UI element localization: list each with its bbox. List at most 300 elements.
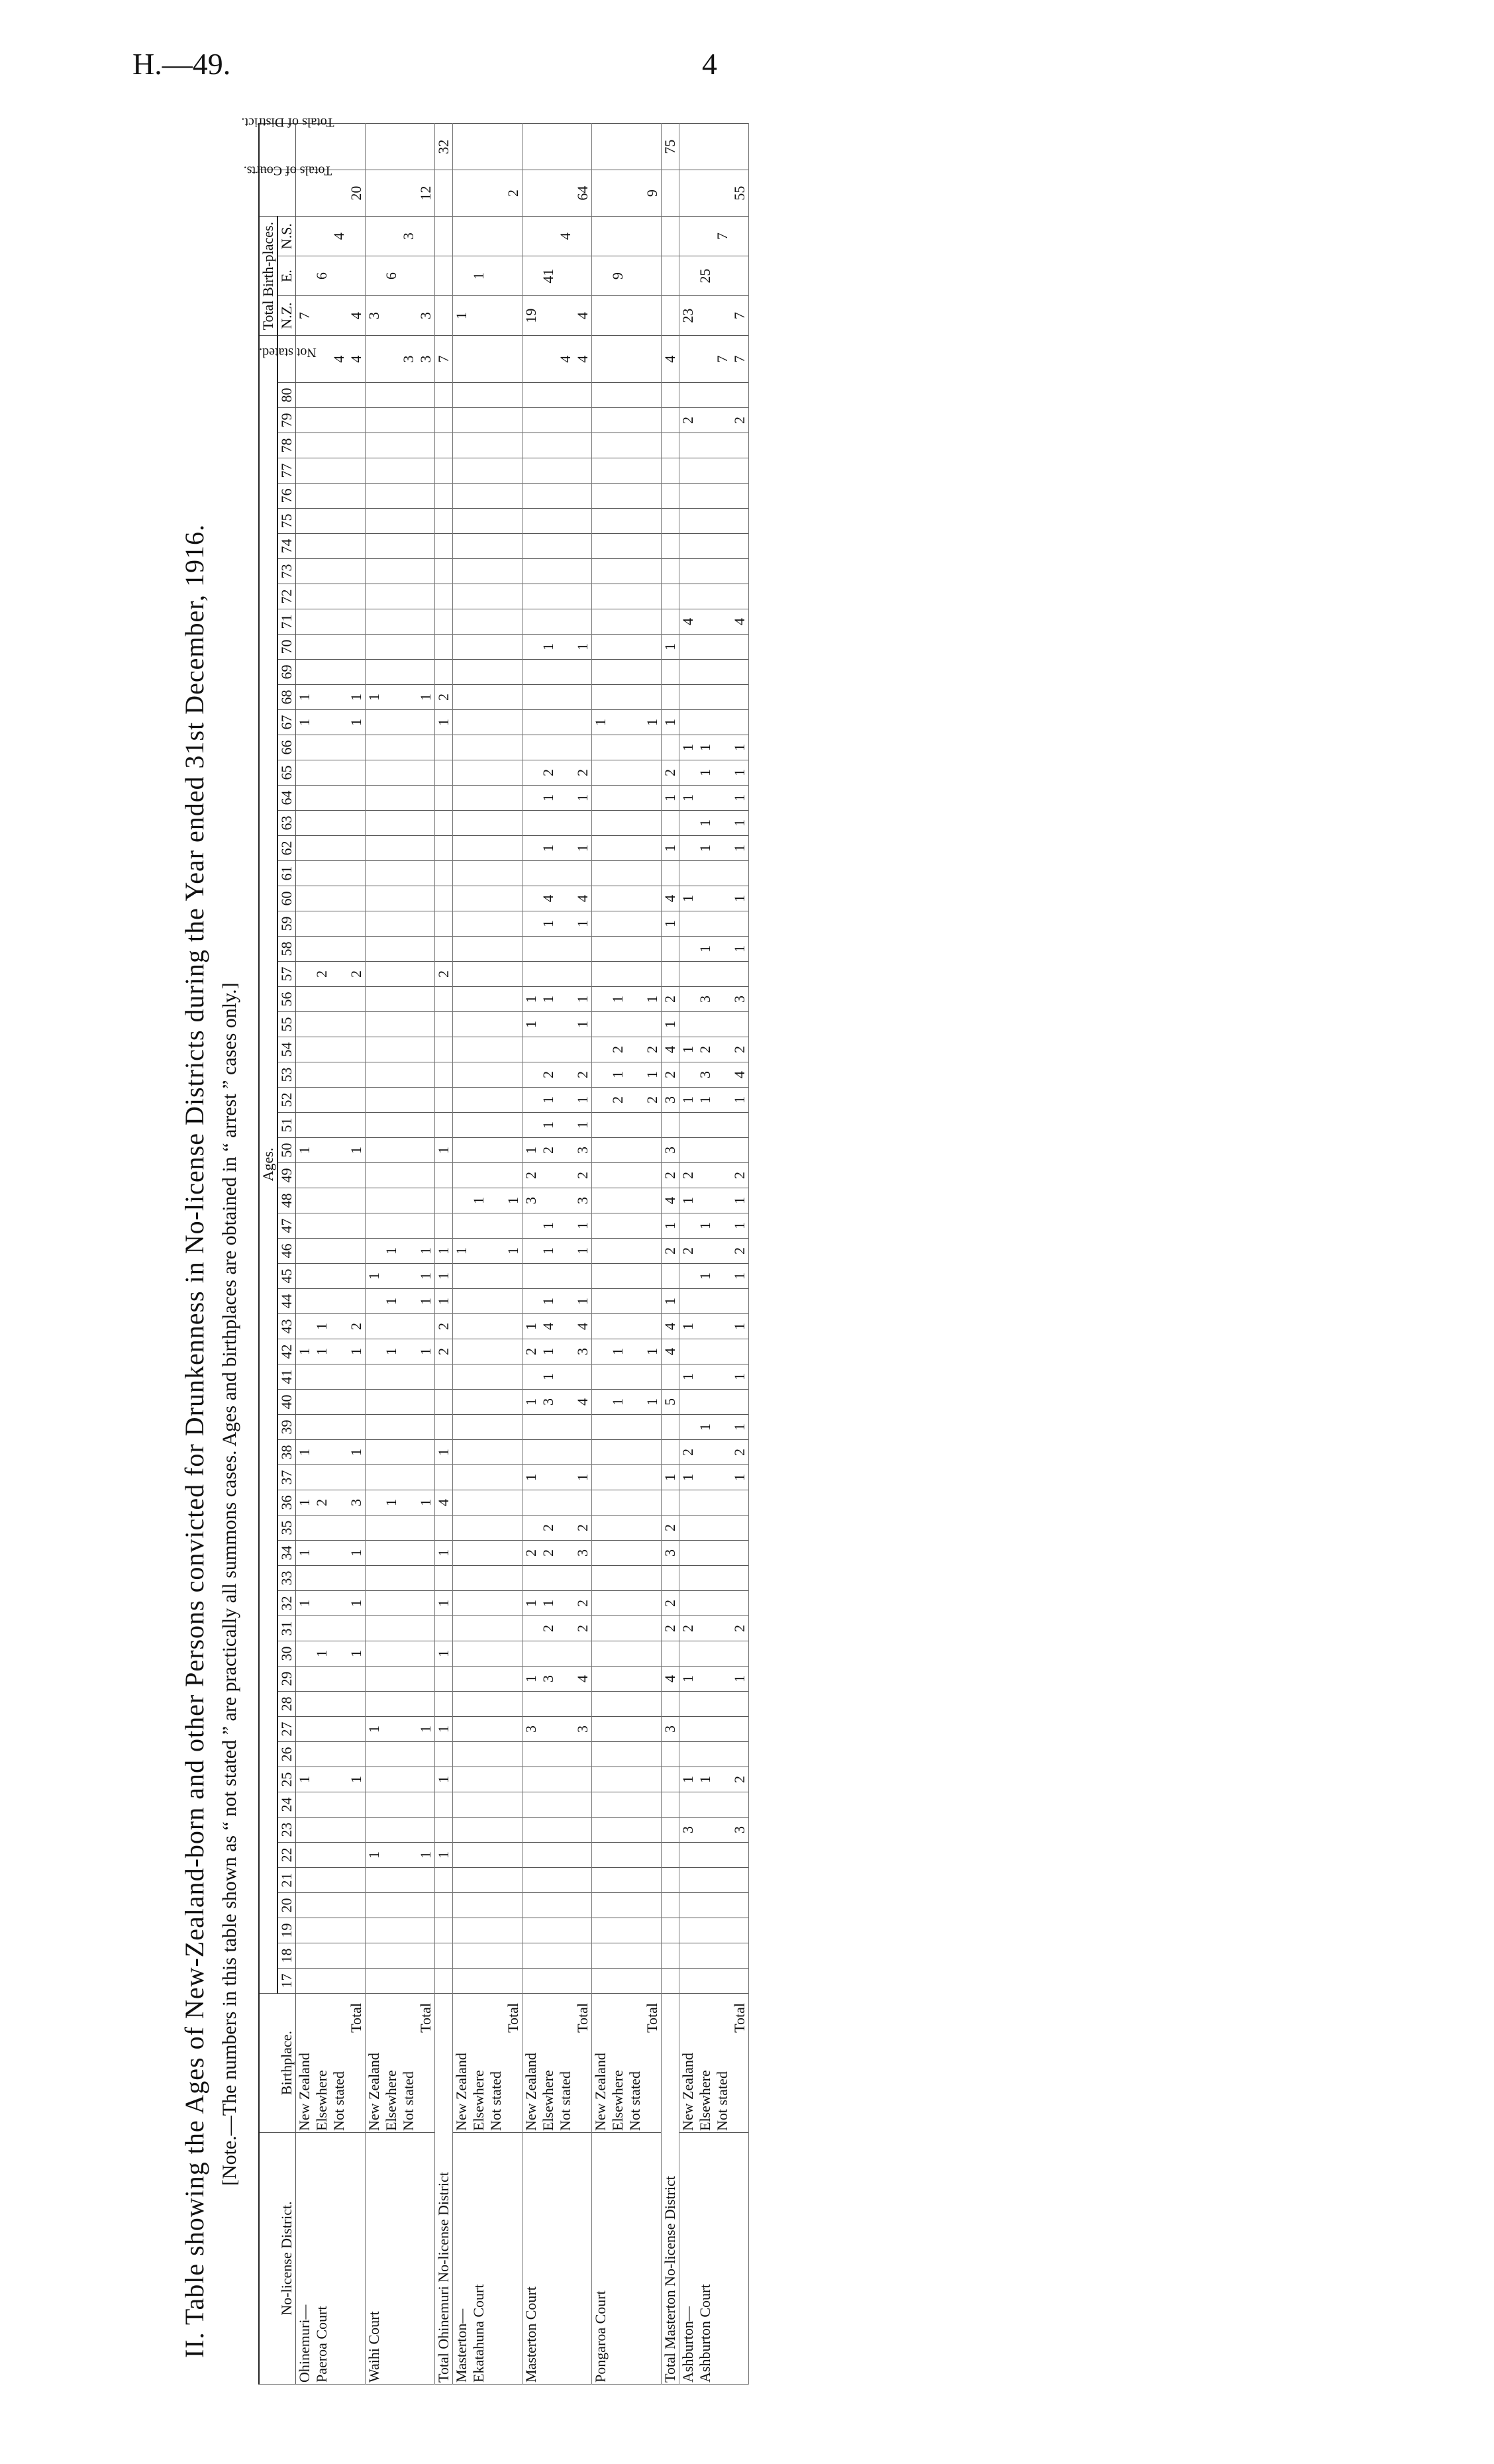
- age-cell: [592, 1138, 610, 1163]
- age-cell: [731, 383, 749, 408]
- age-cell: [313, 735, 330, 760]
- age-cell: [714, 1641, 731, 1667]
- table-row: [505, 124, 523, 2385]
- age-cell: [609, 1289, 626, 1314]
- age-cell: [574, 1893, 592, 1918]
- age-cell: [592, 1113, 610, 1138]
- birthplace-cell: Not stated: [714, 1994, 731, 2133]
- age-cell: [626, 484, 644, 509]
- age-cell: [296, 987, 314, 1012]
- nz-cell: [470, 296, 487, 336]
- e-cell: [557, 256, 574, 296]
- age-cell: [609, 1264, 626, 1289]
- nz-cell: [609, 296, 626, 336]
- nz-cell: [557, 296, 574, 336]
- age-cell: [574, 383, 592, 408]
- age-cell: [330, 1943, 348, 1969]
- age-cell: 1: [679, 1465, 697, 1490]
- age-cell: [592, 1012, 610, 1037]
- age-cell: [296, 1113, 314, 1138]
- age-cell: [487, 559, 505, 584]
- age-cell: 1: [540, 635, 557, 660]
- age-cell: [714, 383, 731, 408]
- age-cell: [313, 1566, 330, 1591]
- age-cell: 2: [679, 408, 697, 433]
- age-cell: [644, 1667, 662, 1692]
- age-cell: [313, 1818, 330, 1843]
- age-cell: [470, 609, 487, 635]
- age-cell: [697, 584, 714, 609]
- age-cell: [557, 1239, 574, 1264]
- age-cell: [662, 735, 679, 760]
- age-cell: [540, 937, 557, 962]
- age-cell: [644, 1918, 662, 1943]
- age-cell: [592, 1062, 610, 1088]
- age-cell: [296, 1868, 314, 1893]
- age-cell: [540, 1918, 557, 1943]
- e-cell: 6: [383, 256, 400, 296]
- age-cell: 2: [540, 1541, 557, 1566]
- age-cell: [435, 987, 453, 1012]
- age-cell: [296, 534, 314, 559]
- age-cell: [487, 710, 505, 735]
- age-cell: [330, 1868, 348, 1893]
- age-cell: [487, 433, 505, 458]
- age-cell: [487, 1742, 505, 1767]
- age-cell: [644, 1163, 662, 1188]
- ns-cell: [626, 217, 644, 256]
- age-cell: [714, 1415, 731, 1440]
- age-cell: [644, 962, 662, 987]
- age-cell: [574, 1692, 592, 1717]
- age-cell: [679, 911, 697, 937]
- age-cell: [383, 408, 400, 433]
- age-cell: 1: [679, 1188, 697, 1213]
- age-cell: [505, 1138, 523, 1163]
- age-cell: [453, 1591, 471, 1616]
- age-cell: [557, 1943, 574, 1969]
- nz-cell: 4: [574, 296, 592, 336]
- age-cell: 1: [435, 1641, 453, 1667]
- age-cell: [313, 937, 330, 962]
- birthplace-cell: New Zealand: [523, 1994, 540, 2133]
- age-cell: [400, 1717, 417, 1742]
- age-cell: [574, 1767, 592, 1792]
- age-cell: [487, 1415, 505, 1440]
- age-cell: [731, 1717, 749, 1742]
- age-cell: [731, 1012, 749, 1037]
- age-cell: 1: [453, 1239, 471, 1264]
- age-cell: [731, 1843, 749, 1868]
- age-cell: 1: [348, 1138, 366, 1163]
- age-cell: 1: [366, 1843, 383, 1868]
- age-cell: [417, 1188, 435, 1213]
- age-cell: [662, 1415, 679, 1440]
- age-cell: [679, 534, 697, 559]
- age-cell: [435, 861, 453, 886]
- age-cell: [714, 660, 731, 685]
- age-cell: [697, 710, 714, 735]
- age-cell: [383, 1541, 400, 1566]
- age-cell: 2: [313, 962, 330, 987]
- age-cell: [330, 1289, 348, 1314]
- e-cell: [679, 256, 697, 296]
- age-cell: [400, 1364, 417, 1390]
- age-cell: [679, 484, 697, 509]
- age-cell: [313, 1138, 330, 1163]
- age-cell: [592, 836, 610, 861]
- table-row: [679, 124, 697, 2385]
- age-cell: [453, 1440, 471, 1465]
- age-cell: 1: [366, 1717, 383, 1742]
- age-cell: [383, 534, 400, 559]
- age-col-header: 66: [277, 735, 296, 760]
- age-cell: [313, 861, 330, 886]
- age-cell: 1: [592, 710, 610, 735]
- age-cell: [644, 1792, 662, 1818]
- age-cell: [348, 1012, 366, 1037]
- age-cell: 1: [348, 1591, 366, 1616]
- age-cell: [400, 1440, 417, 1465]
- age-cell: [557, 1818, 574, 1843]
- age-cell: [383, 836, 400, 861]
- age-cell: [470, 458, 487, 484]
- age-cell: [487, 1818, 505, 1843]
- age-cell: [697, 886, 714, 911]
- age-cell: [540, 1692, 557, 1717]
- age-cell: [470, 786, 487, 811]
- age-cell: [366, 911, 383, 937]
- age-col-header: 67: [277, 710, 296, 735]
- age-cell: 2: [662, 1616, 679, 1641]
- col-header-ages: Ages.: [259, 336, 277, 1994]
- age-col-header: 31: [277, 1616, 296, 1641]
- age-cell: [313, 1943, 330, 1969]
- age-cell: [626, 584, 644, 609]
- age-cell: 1: [644, 1339, 662, 1364]
- age-cell: [714, 1541, 731, 1566]
- age-cell: 1: [609, 1339, 626, 1364]
- age-cell: [592, 609, 610, 635]
- district-total-cell: [557, 124, 574, 170]
- age-cell: 4: [679, 609, 697, 635]
- age-cell: [505, 383, 523, 408]
- age-cell: [383, 1943, 400, 1969]
- age-cell: [487, 1490, 505, 1515]
- age-cell: [330, 1969, 348, 1994]
- age-cell: [366, 1969, 383, 1994]
- age-cell: [487, 635, 505, 660]
- age-cell: 4: [731, 609, 749, 635]
- age-cell: 1: [296, 1767, 314, 1792]
- age-cell: 1: [540, 1113, 557, 1138]
- age-cell: 1: [296, 1138, 314, 1163]
- age-cell: [296, 1792, 314, 1818]
- age-cell: [714, 484, 731, 509]
- age-cell: [313, 635, 330, 660]
- age-cell: [714, 710, 731, 735]
- age-cell: [435, 1037, 453, 1062]
- age-cell: [383, 559, 400, 584]
- age-cell: 1: [313, 1641, 330, 1667]
- age-cell: [435, 1792, 453, 1818]
- age-cell: [313, 710, 330, 735]
- age-cell: [714, 987, 731, 1012]
- age-cell: [453, 408, 471, 433]
- age-cell: [505, 408, 523, 433]
- age-cell: [609, 710, 626, 735]
- age-cell: [626, 509, 644, 534]
- age-cell: [540, 1717, 557, 1742]
- age-cell: [435, 484, 453, 509]
- age-cell: [523, 383, 540, 408]
- age-cell: [644, 1465, 662, 1490]
- age-cell: [557, 760, 574, 786]
- age-cell: [383, 1314, 400, 1339]
- age-cell: [313, 836, 330, 861]
- age-col-header: 76: [277, 484, 296, 509]
- age-cell: 1: [662, 836, 679, 861]
- nz-cell: [487, 296, 505, 336]
- age-cell: [417, 836, 435, 861]
- age-cell: [557, 1188, 574, 1213]
- age-cell: [644, 735, 662, 760]
- age-cell: [731, 1742, 749, 1767]
- age-cell: 1: [697, 1415, 714, 1440]
- age-cell: [505, 1415, 523, 1440]
- col-header-birthplace: Birthplace.: [259, 1994, 296, 2133]
- age-cell: [383, 962, 400, 987]
- age-cell: 1: [523, 1012, 540, 1037]
- age-cell: 1: [644, 1062, 662, 1088]
- e-cell: [330, 256, 348, 296]
- age-cell: [592, 1490, 610, 1515]
- age-cell: [609, 937, 626, 962]
- age-cell: [313, 1591, 330, 1616]
- age-cell: [417, 710, 435, 735]
- age-cell: [540, 609, 557, 635]
- age-cell: [400, 484, 417, 509]
- age-cell: [644, 584, 662, 609]
- age-cell: [644, 1868, 662, 1893]
- age-cell: [296, 1314, 314, 1339]
- age-cell: [435, 1213, 453, 1239]
- age-cell: [714, 1843, 731, 1868]
- age-cell: 2: [644, 1037, 662, 1062]
- district-total-cell: [626, 124, 644, 170]
- age-cell: [523, 1062, 540, 1088]
- age-cell: [366, 584, 383, 609]
- ns-cell: [697, 217, 714, 256]
- age-cell: [487, 609, 505, 635]
- age-cell: [714, 1062, 731, 1088]
- age-cell: [505, 1364, 523, 1390]
- age-cell: [383, 1012, 400, 1037]
- age-cell: 4: [662, 1314, 679, 1339]
- age-cell: [400, 1213, 417, 1239]
- age-cell: [557, 1062, 574, 1088]
- age-cell: [435, 1692, 453, 1717]
- age-cell: [330, 1163, 348, 1188]
- age-cell: [540, 1792, 557, 1818]
- age-cell: 1: [574, 1113, 592, 1138]
- age-col-header: 38: [277, 1440, 296, 1465]
- age-cell: [626, 1692, 644, 1717]
- age-cell: [557, 408, 574, 433]
- district-cell: Pongaroa Court: [592, 2133, 610, 2385]
- age-cell: [626, 1918, 644, 1943]
- age-cell: [435, 1818, 453, 1843]
- age-cell: [697, 1490, 714, 1515]
- age-cell: [453, 1641, 471, 1667]
- age-cell: [383, 1893, 400, 1918]
- age-cell: [540, 962, 557, 987]
- age-cell: [662, 1566, 679, 1591]
- age-cell: [470, 1339, 487, 1364]
- age-cell: 1: [348, 1767, 366, 1792]
- age-cell: [609, 1893, 626, 1918]
- age-cell: [574, 484, 592, 509]
- nz-cell: 7: [731, 296, 749, 336]
- age-cell: 4: [662, 886, 679, 911]
- age-cell: [453, 987, 471, 1012]
- age-cell: 1: [731, 836, 749, 861]
- age-cell: [487, 1969, 505, 1994]
- age-cell: [731, 1943, 749, 1969]
- district-cell: Paeroa Court: [313, 2133, 330, 2385]
- age-cell: [453, 1213, 471, 1239]
- nz-cell: [626, 296, 644, 336]
- age-cell: 1: [679, 1314, 697, 1339]
- age-cell: 1: [417, 1339, 435, 1364]
- age-cell: [348, 1037, 366, 1062]
- age-cell: [470, 1037, 487, 1062]
- age-cell: 1: [540, 987, 557, 1012]
- age-cell: [435, 1918, 453, 1943]
- age-cell: [505, 886, 523, 911]
- district-cell: [714, 2133, 731, 2385]
- ns-cell: [487, 217, 505, 256]
- age-cell: [313, 1289, 330, 1314]
- age-cell: [296, 660, 314, 685]
- birthplace-cell: Not stated: [557, 1994, 574, 2133]
- age-cell: [609, 1490, 626, 1515]
- age-cell: [348, 1239, 366, 1264]
- age-cell: [592, 1188, 610, 1213]
- district-cell: [540, 2133, 557, 2385]
- age-cell: [313, 1792, 330, 1818]
- age-cell: [487, 1616, 505, 1641]
- district-cell: [330, 2133, 348, 2385]
- age-cell: [609, 1012, 626, 1037]
- age-cell: [609, 433, 626, 458]
- age-cell: [679, 685, 697, 710]
- age-cell: [470, 559, 487, 584]
- age-cell: [453, 861, 471, 886]
- age-cell: [609, 1969, 626, 1994]
- district-total-cell: [505, 124, 523, 170]
- age-cell: [313, 1264, 330, 1289]
- age-cell: [400, 1314, 417, 1339]
- age-cell: [574, 1792, 592, 1818]
- age-cell: [366, 1616, 383, 1641]
- age-col-header: 49: [277, 1163, 296, 1188]
- e-cell: [574, 256, 592, 296]
- age-cell: [400, 1893, 417, 1918]
- age-col-header: 32: [277, 1591, 296, 1616]
- age-cell: 3: [662, 1138, 679, 1163]
- age-cell: 1: [679, 1767, 697, 1792]
- age-cell: [383, 1440, 400, 1465]
- age-cell: [348, 1289, 366, 1314]
- birthplace-cell: Not stated: [400, 1994, 417, 2133]
- district-cell: [348, 2133, 366, 2385]
- age-cell: [296, 584, 314, 609]
- age-cell: [679, 760, 697, 786]
- age-cell: 1: [523, 1465, 540, 1490]
- age-cell: [714, 1490, 731, 1515]
- age-cell: [417, 408, 435, 433]
- age-cell: [592, 1969, 610, 1994]
- age-cell: [644, 1692, 662, 1717]
- age-cell: [330, 635, 348, 660]
- age-cell: [383, 383, 400, 408]
- age-cell: [697, 1641, 714, 1667]
- age-cell: [487, 735, 505, 760]
- age-cell: [383, 609, 400, 635]
- age-cell: [453, 1918, 471, 1943]
- age-col-header: 47: [277, 1213, 296, 1239]
- age-cell: [644, 937, 662, 962]
- age-cell: [714, 1943, 731, 1969]
- age-cell: [557, 1012, 574, 1037]
- age-cell: [609, 534, 626, 559]
- age-cell: [400, 1062, 417, 1088]
- ns-cell: [662, 217, 679, 256]
- age-cell: [296, 786, 314, 811]
- age-cell: [417, 660, 435, 685]
- age-cell: 2: [644, 1088, 662, 1113]
- ns-cell: [383, 217, 400, 256]
- age-cell: [505, 1943, 523, 1969]
- age-cell: [453, 1792, 471, 1818]
- age-cell: [383, 1641, 400, 1667]
- age-cell: [487, 1138, 505, 1163]
- age-cell: [348, 1818, 366, 1843]
- ns-cell: [366, 217, 383, 256]
- age-cell: [662, 962, 679, 987]
- age-cell: [348, 1465, 366, 1490]
- age-cell: [731, 458, 749, 484]
- age-cell: [523, 1364, 540, 1390]
- age-cell: [626, 1943, 644, 1969]
- col-header-e: E.: [277, 256, 296, 296]
- age-cell: [453, 1667, 471, 1692]
- age-cell: [626, 1213, 644, 1239]
- e-cell: [400, 256, 417, 296]
- e-cell: [487, 256, 505, 296]
- age-cell: [644, 1515, 662, 1541]
- age-cell: [644, 1289, 662, 1314]
- age-cell: 1: [731, 1667, 749, 1692]
- age-cell: [366, 1667, 383, 1692]
- age-cell: [679, 383, 697, 408]
- age-cell: [383, 458, 400, 484]
- courts-total-cell: 12: [417, 170, 435, 217]
- not-stated-cell: [592, 336, 610, 383]
- age-cell: [714, 1868, 731, 1893]
- age-cell: [574, 861, 592, 886]
